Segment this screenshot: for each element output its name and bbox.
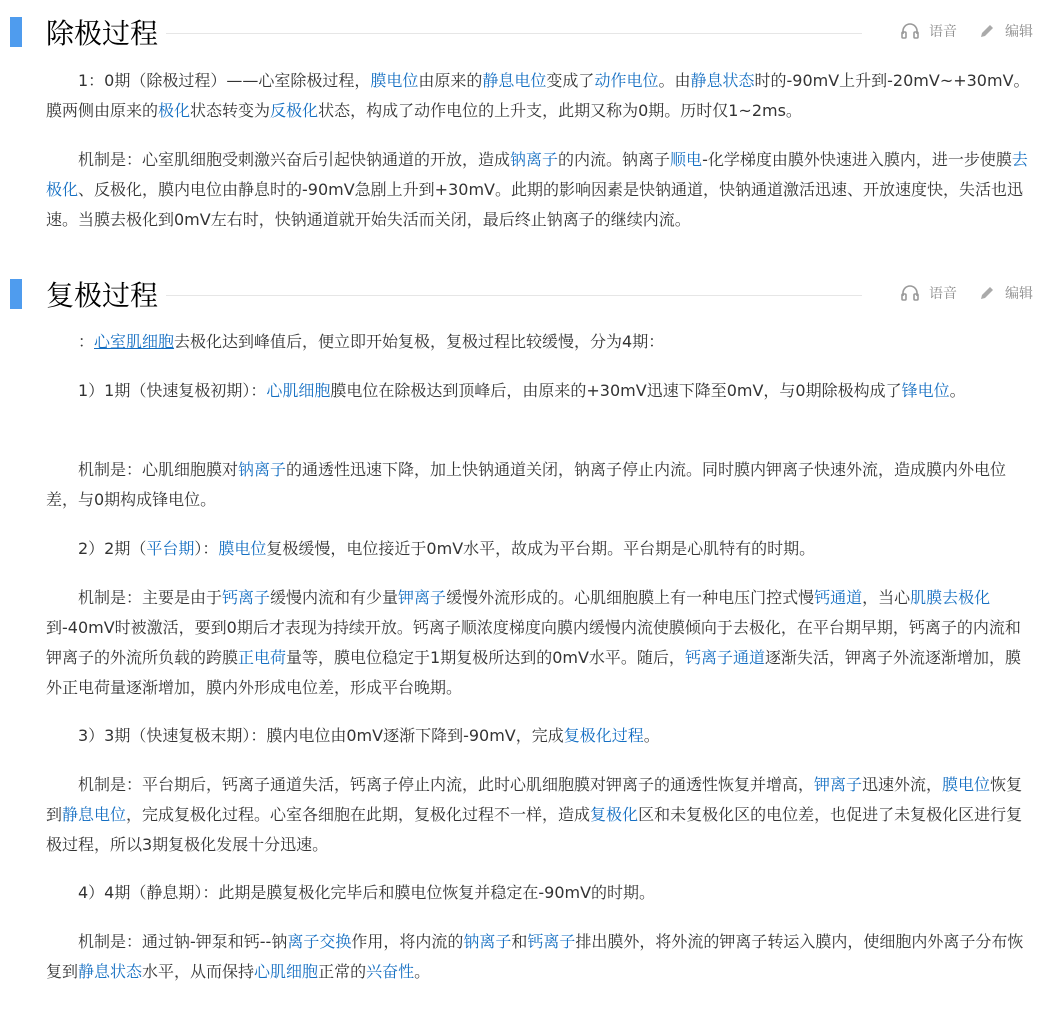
term-link[interactable]: 钙通道 (814, 588, 863, 607)
edit-label: 编辑 (1005, 286, 1033, 302)
term-link[interactable]: 极化 (158, 101, 191, 120)
voice-label: 语音 (929, 24, 957, 40)
section-divider (46, 295, 862, 296)
paragraph-text: 缓慢内流和有少量 (270, 588, 399, 607)
paragraph-text: ： (78, 332, 95, 351)
paragraph-text: -化学梯度由膜外快速进入膜内，进一步使膜 (702, 150, 1012, 169)
term-link[interactable]: 静息状态 (78, 962, 143, 981)
section-title: 复极过程 (46, 279, 166, 313)
paragraph-text: 4）4期（静息期）：此期是膜复极化完毕后和膜电位恢复并稳定在-90mV的时期。 (78, 883, 656, 902)
term-link[interactable]: 静息电位 (62, 805, 127, 824)
paragraph-text: 。 (949, 381, 966, 400)
term-link[interactable]: 平台期 (146, 539, 195, 558)
section-accent-bar (10, 17, 22, 47)
term-link[interactable]: 膜电位 (218, 539, 267, 558)
paragraph-text: 。 (414, 962, 431, 981)
paragraph (46, 770, 1030, 860)
term-link[interactable]: 离子交换 (287, 932, 352, 951)
paragraph-text: 变成了 (546, 71, 595, 90)
paragraph-text: 到-40mV时被激活，要到0期后才表现为持续开放。钙离子顺浓度梯度向膜内缓慢内流使膜倾向于去极化，在平台期早期，钙离子的内流和钾离子的外流所负载的跨膜 (46, 618, 1021, 667)
paragraph (46, 878, 1030, 908)
paragraph-text: 恢复到 (46, 775, 1023, 824)
term-link[interactable]: 心室肌细胞 (94, 332, 175, 351)
term-link[interactable]: 膜电位 (370, 71, 419, 90)
paragraph-text: 的内流。钠离子 (558, 150, 671, 169)
paragraph-text: 。由 (658, 71, 691, 90)
voice-button[interactable] (901, 21, 957, 41)
edit-label: 编辑 (1005, 24, 1033, 40)
paragraph-text: 机制是：心肌细胞膜对 (78, 460, 239, 479)
section-title: 除极过程 (46, 17, 166, 51)
paragraph-text: 机制是：平台期后，钙离子通道失活，钙离子停止内流，此时心肌细胞膜对钾离子的通透性恢复并增高， (78, 775, 815, 794)
paragraph-text: ，完成复极化过程。心室各细胞在此期，复极化过程不一样，造成 (126, 805, 591, 824)
paragraph-text: 机制是：主要是由于 (78, 588, 223, 607)
paragraph-text: 逐渐失活，钾离子外流逐渐增加，膜外正电荷量逐渐增加，膜内外形成电位差，形成平台晚期。 (46, 648, 1021, 697)
term-link[interactable]: 兴奋性 (366, 962, 415, 981)
paragraph-text: 的通透性迅速下降，加上快钠通道关闭，钠离子停止内流。同时膜内钾离子快速外流，造成膜内外电位差，与0期构成锋电位。 (46, 460, 1007, 509)
paragraph-text: 状态转变为 (190, 101, 271, 120)
section-divider (46, 33, 862, 34)
term-link[interactable]: 钠离子 (238, 460, 287, 479)
paragraph-text: 1）1期（快速复极初期）： (78, 381, 267, 400)
headphones-icon (901, 23, 919, 39)
paragraph-text: 2）2期（ (78, 539, 147, 558)
paragraph (46, 376, 1030, 406)
term-link[interactable]: 反极化 (270, 101, 319, 120)
term-link[interactable]: 钠离子 (463, 932, 512, 951)
term-link[interactable]: 心肌细胞 (266, 381, 331, 400)
paragraph-text: 排出膜外，将外流的钾离子转运入膜内，使细胞内外离子分布恢复到 (46, 932, 1024, 981)
paragraph (46, 583, 1030, 703)
paragraph-text: 3）3期（快速复极末期）：膜内电位由0mV逐渐下降到-90mV，完成 (78, 726, 564, 745)
paragraph-text: 状态，构成了动作电位的上升支，此期又称为0期。历时仅1~2ms。 (318, 101, 802, 120)
paragraph-text: 区和未复极化区的电位差，也促进了未复极化区进行复极过程，所以3期复极化发展十分迅速。 (46, 805, 1023, 854)
term-link[interactable]: 钾离子 (398, 588, 447, 607)
term-link[interactable]: 钙离子 (222, 588, 271, 607)
term-link[interactable]: 锋电位 (901, 381, 950, 400)
paragraph (46, 327, 1030, 357)
paragraph-text: 缓慢外流形成的。心肌细胞膜上有一种电压门控式慢 (446, 588, 815, 607)
term-link[interactable]: 去极化 (942, 588, 991, 607)
term-link[interactable]: 肌膜 (910, 588, 943, 607)
term-link[interactable]: 静息状态 (690, 71, 755, 90)
pencil-icon (979, 285, 995, 301)
paragraph-text: 去极化达到峰值后，便立即开始复极，复极过程比较缓慢，分为4期： (174, 332, 665, 351)
term-link[interactable]: 膜电位 (942, 775, 991, 794)
term-link[interactable]: 去极化 (46, 150, 1028, 199)
term-link[interactable]: 正电荷 (238, 648, 287, 667)
paragraph-text: 量等，膜电位稳定于1期复极所达到的0mV水平。随后， (286, 648, 685, 667)
section-accent-bar (10, 279, 22, 309)
paragraph-text: 作用，将内流的 (351, 932, 464, 951)
paragraph-text: 1：0期（除极过程）——心室除极过程， (78, 71, 371, 90)
paragraph (46, 534, 1030, 564)
section-tools (879, 283, 1033, 303)
paragraph-text: 、反极化，膜内电位由静息时的-90mV急剧上升到+30mV。此期的影响因素是快钠通道，快钠通道激活迅速、开放速度快，失活也迅速。当膜去极化到0mV左右时，快钠通道就开始失活而关闭，最后终止钠离子的继续内流。 (46, 180, 1023, 229)
section-tools (879, 21, 1033, 41)
paragraph-text: ，当心 (862, 588, 911, 607)
edit-button[interactable] (979, 283, 1033, 303)
term-link[interactable]: 复极化 (590, 805, 639, 824)
paragraph-text: 。 (643, 726, 660, 745)
paragraph-text: 正常的 (318, 962, 367, 981)
term-link[interactable]: 静息电位 (482, 71, 547, 90)
pencil-icon (979, 23, 995, 39)
term-link[interactable]: 顺电 (670, 150, 703, 169)
term-link[interactable]: 钙离子 (527, 932, 576, 951)
paragraph (46, 927, 1030, 987)
paragraph (46, 145, 1030, 235)
edit-button[interactable] (979, 21, 1033, 41)
term-link[interactable]: 钙离子通道 (684, 648, 765, 667)
paragraph-text: 机制是：心室肌细胞受刺激兴奋后引起快钠通道的开放，造成 (78, 150, 511, 169)
paragraph-text: 水平，从而保持 (142, 962, 255, 981)
paragraph-text: 和 (511, 932, 528, 951)
term-link[interactable]: 钠离子 (510, 150, 559, 169)
paragraph-text: 时的-90mV上升到-20mV~+30mV。膜两侧由原来的 (46, 71, 1030, 120)
term-link[interactable]: 动作电位 (594, 71, 659, 90)
paragraph (46, 66, 1030, 126)
paragraph (46, 721, 1030, 751)
paragraph-text: ）： (194, 539, 219, 558)
headphones-icon (901, 285, 919, 301)
term-link[interactable]: 心肌细胞 (254, 962, 319, 981)
paragraph-text: 迅速外流， (862, 775, 943, 794)
term-link[interactable]: 钾离子 (814, 775, 863, 794)
paragraph-text: 复极缓慢，电位接近于0mV水平，故成为平台期。平台期是心肌特有的时期。 (266, 539, 816, 558)
voice-label: 语音 (929, 286, 957, 302)
paragraph-text: 机制是：通过钠-钾泵和钙--钠 (78, 932, 288, 951)
paragraph (46, 455, 1030, 515)
paragraph-text: 膜电位在除极达到顶峰后，由原来的+30mV迅速下降至0mV，与0期除极构成了 (330, 381, 902, 400)
term-link[interactable]: 复极化过程 (563, 726, 644, 745)
voice-button[interactable] (901, 283, 957, 303)
paragraph-text: 由原来的 (418, 71, 483, 90)
